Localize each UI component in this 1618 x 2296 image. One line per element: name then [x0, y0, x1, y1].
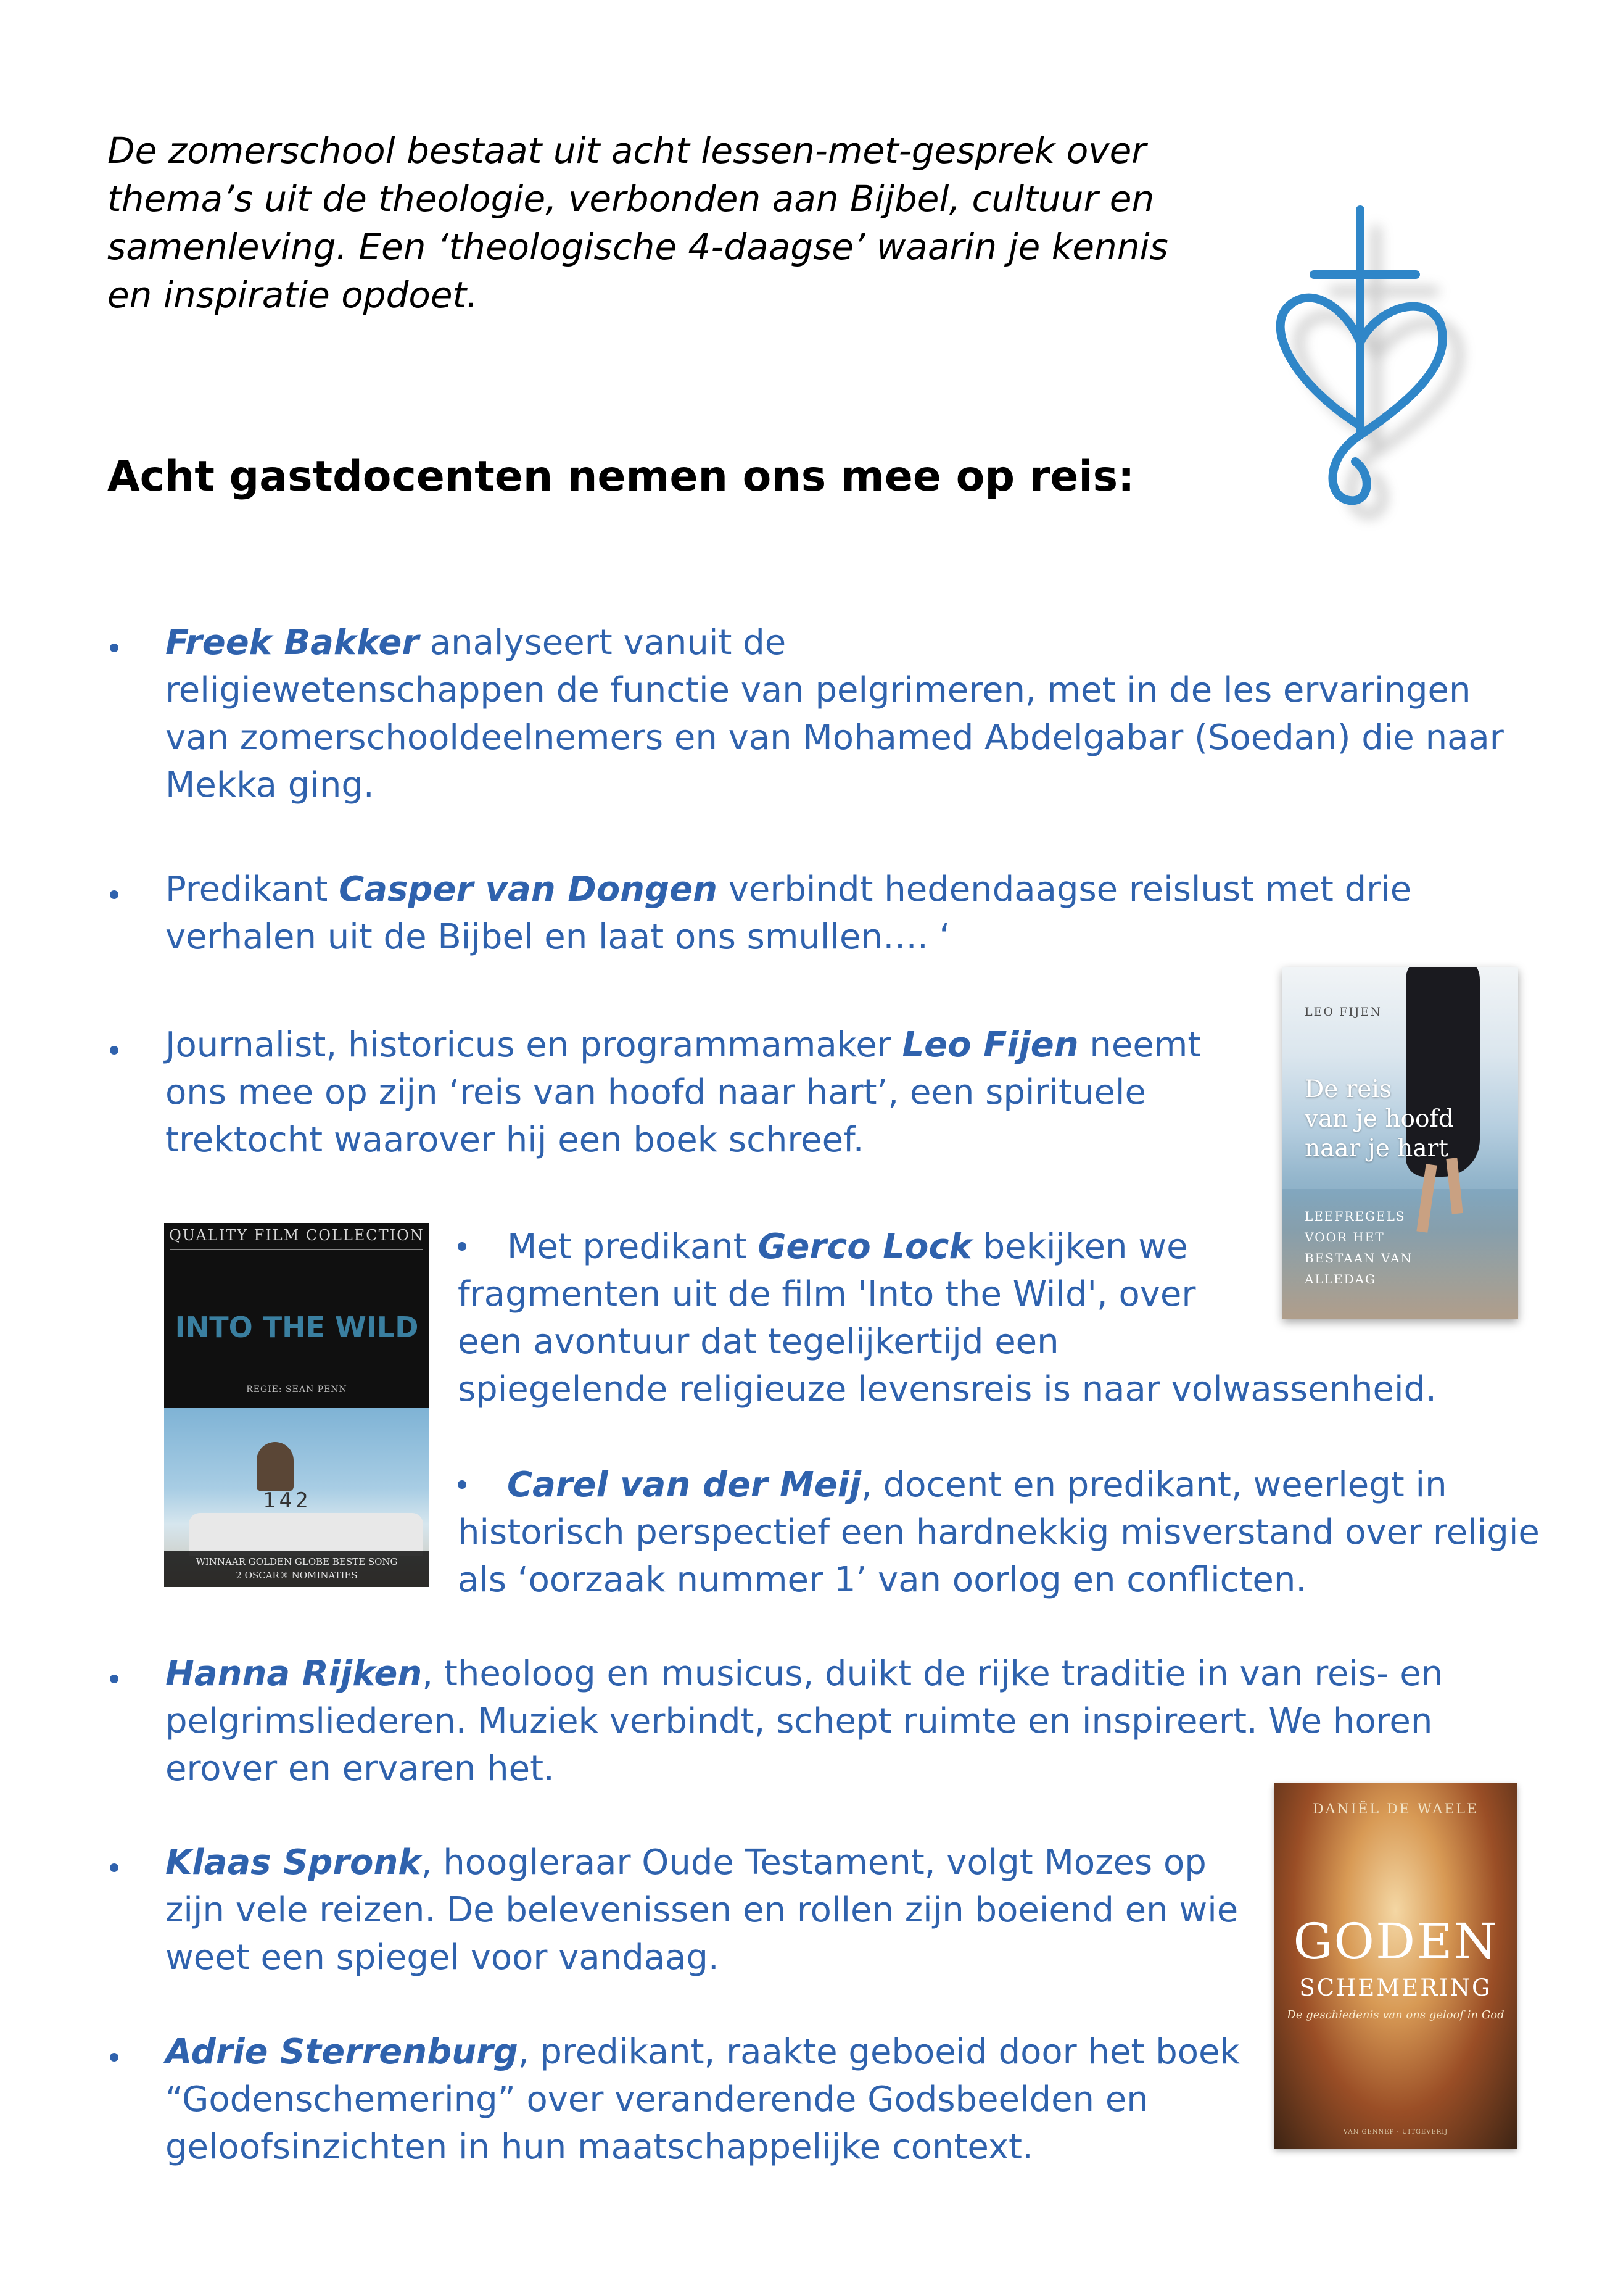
teacher-text: verbindt hedendaagse reislust met drie	[717, 869, 1412, 910]
teacher-text: Mekka ging.	[165, 765, 374, 805]
teacher-item-dongen	[165, 866, 1553, 961]
intro-paragraph	[107, 126, 1187, 319]
bullet-icon	[110, 890, 118, 899]
teacher-text: neemt	[1078, 1025, 1202, 1065]
book-title-line: De reis	[1305, 1075, 1392, 1103]
teacher-text: “Godenschemering” over veranderende Godsbeelden en	[165, 2079, 1149, 2120]
teacher-item-lock	[458, 1223, 1556, 1413]
cross-heart-icon	[1255, 204, 1514, 549]
dvd-award	[164, 1551, 429, 1587]
teacher-text: , predikant, raakte geboeid door het boek	[518, 2032, 1240, 2072]
teacher-text: trektocht waarover hij een boek schreef.	[165, 1120, 864, 1160]
bullet-icon	[110, 1046, 118, 1055]
intro-line: samenleving. Een ‘theologische 4-daagse’ waarin je kennis	[107, 226, 1168, 268]
book-title: GODEN	[1293, 1913, 1498, 1970]
book-subtitle-line: VOOR HET	[1305, 1230, 1385, 1245]
book-subtitle: De geschiedenis van ons geloof in God	[1287, 2008, 1504, 2021]
teacher-name: Carel van der Meij	[507, 1465, 862, 1505]
teacher-text: , hoogleraar Oude Testament, volgt Mozes op	[421, 1842, 1207, 1883]
teacher-text: spiegelende religieuze levensreis is naar volwassenheid.	[458, 1369, 1437, 1409]
teacher-item-rijken	[165, 1650, 1572, 1792]
bullet-icon	[110, 644, 118, 652]
teacher-text: Journalist, historicus en programmamaker	[165, 1025, 902, 1065]
teacher-text: ons mee op zijn ‘reis van hoofd naar hart’, een spirituele	[165, 1072, 1146, 1113]
dvd-bus-number: 142	[263, 1488, 312, 1513]
teacher-item-meij	[458, 1461, 1580, 1604]
book-subtitle-line: LEEFREGELS	[1305, 1209, 1406, 1224]
teacher-text: van zomerschooldeelnemers en van Mohamed Abdelgabar (Soedan) die naar	[165, 718, 1504, 758]
teacher-text: geloofsinzichten in hun maatschappelijke context.	[165, 2127, 1033, 2167]
teacher-text: pelgrimsliederen. Muziek verbindt, schept ruimte en inspireert. We horen	[165, 1701, 1433, 1741]
book-cover-godenschemering	[1274, 1783, 1517, 2149]
teacher-name: Adrie Sterrenburg	[165, 2032, 518, 2072]
intro-line: en inspiratie opdoet.	[107, 274, 478, 316]
teacher-text: een avontuur dat tegelijkertijd een	[458, 1322, 1059, 1362]
book-title	[1305, 1075, 1454, 1164]
teacher-item-bakker	[165, 619, 1553, 809]
teacher-text: verhalen uit de Bijbel en laat ons smullen…. ‘	[165, 917, 951, 957]
teacher-text: analyseert vanuit de	[418, 623, 786, 663]
dvd-title: INTO THE WILD	[175, 1311, 419, 1344]
book-title-line: van je hoofd	[1305, 1105, 1454, 1133]
teacher-text: Met predikant	[507, 1227, 758, 1267]
teacher-text: fragmenten uit de film 'Into the Wild', over	[458, 1274, 1196, 1314]
teacher-name: Casper van Dongen	[339, 869, 717, 910]
dvd-cover-into-the-wild	[164, 1223, 429, 1587]
teacher-item-sterrenburg	[165, 2028, 1263, 2171]
teacher-name: Freek Bakker	[165, 623, 419, 663]
dvd-award-line: 2 OSCAR® NOMINATIES	[236, 1570, 358, 1581]
book-author: LEO FIJEN	[1305, 1005, 1382, 1019]
teacher-text: weet een spiegel voor vandaag.	[165, 1938, 719, 1978]
teacher-item-spronk	[165, 1839, 1263, 1981]
divider	[170, 1249, 423, 1250]
teacher-item-fijen	[165, 1021, 1263, 1164]
teacher-name: Leo Fijen	[902, 1025, 1079, 1065]
teacher-text: als ‘oorzaak nummer 1’ van oorlog en conflicten.	[458, 1560, 1307, 1600]
bullet-icon	[110, 1863, 118, 1872]
dvd-person	[257, 1442, 294, 1491]
book-subtitle-line: ALLEDAG	[1305, 1272, 1377, 1287]
teacher-name: Hanna Rijken	[165, 1654, 423, 1694]
section-heading: Acht gastdocenten nemen ons mee op reis:	[107, 452, 1135, 501]
teacher-text: religiewetenschappen de functie van pelgrimeren, met in de les ervaringen	[165, 670, 1471, 710]
book-publisher: VAN GENNEP · UITGEVERIJ	[1343, 2129, 1448, 2136]
teacher-text: , docent en predikant, weerlegt in	[861, 1465, 1447, 1505]
teacher-name: Klaas Spronk	[165, 1842, 421, 1883]
intro-line: thema’s uit de theologie, verbonden aan Bijbel, cultuur en	[107, 178, 1155, 220]
dvd-collection-label: QUALITY FILM COLLECTION	[169, 1227, 424, 1244]
teacher-text: zijn vele reizen. De belevenissen en rollen zijn boeiend en wie	[165, 1890, 1239, 1930]
teacher-text: bekijken we	[972, 1227, 1188, 1267]
bullet-icon	[458, 1480, 466, 1489]
teacher-text: Predikant	[165, 869, 339, 910]
bullet-icon	[458, 1242, 466, 1251]
book-title: SCHEMERING	[1299, 1975, 1492, 2001]
dvd-director: REGIE: SEAN PENN	[246, 1385, 347, 1395]
dvd-award-line: WINNAAR GOLDEN GLOBE BESTE SONG	[196, 1556, 398, 1567]
teacher-text: historisch perspectief een hardnekkig misverstand over religie	[458, 1512, 1540, 1552]
book-subtitle-line: BESTAAN VAN	[1305, 1251, 1413, 1266]
book-title-line: naar je hart	[1305, 1135, 1448, 1163]
bullet-icon	[110, 1675, 118, 1683]
intro-line: De zomerschool bestaat uit acht lessen-met-gesprek over	[107, 130, 1147, 172]
teacher-name: Gerco Lock	[757, 1227, 972, 1267]
book-author: DANIËL DE WAELE	[1313, 1802, 1479, 1817]
teacher-text: , theoloog en musicus, duikt de rijke traditie in van reis- en	[422, 1654, 1443, 1694]
teacher-text: erover en ervaren het.	[165, 1749, 555, 1789]
dvd-bus	[189, 1513, 423, 1556]
bullet-icon	[110, 2053, 118, 2062]
